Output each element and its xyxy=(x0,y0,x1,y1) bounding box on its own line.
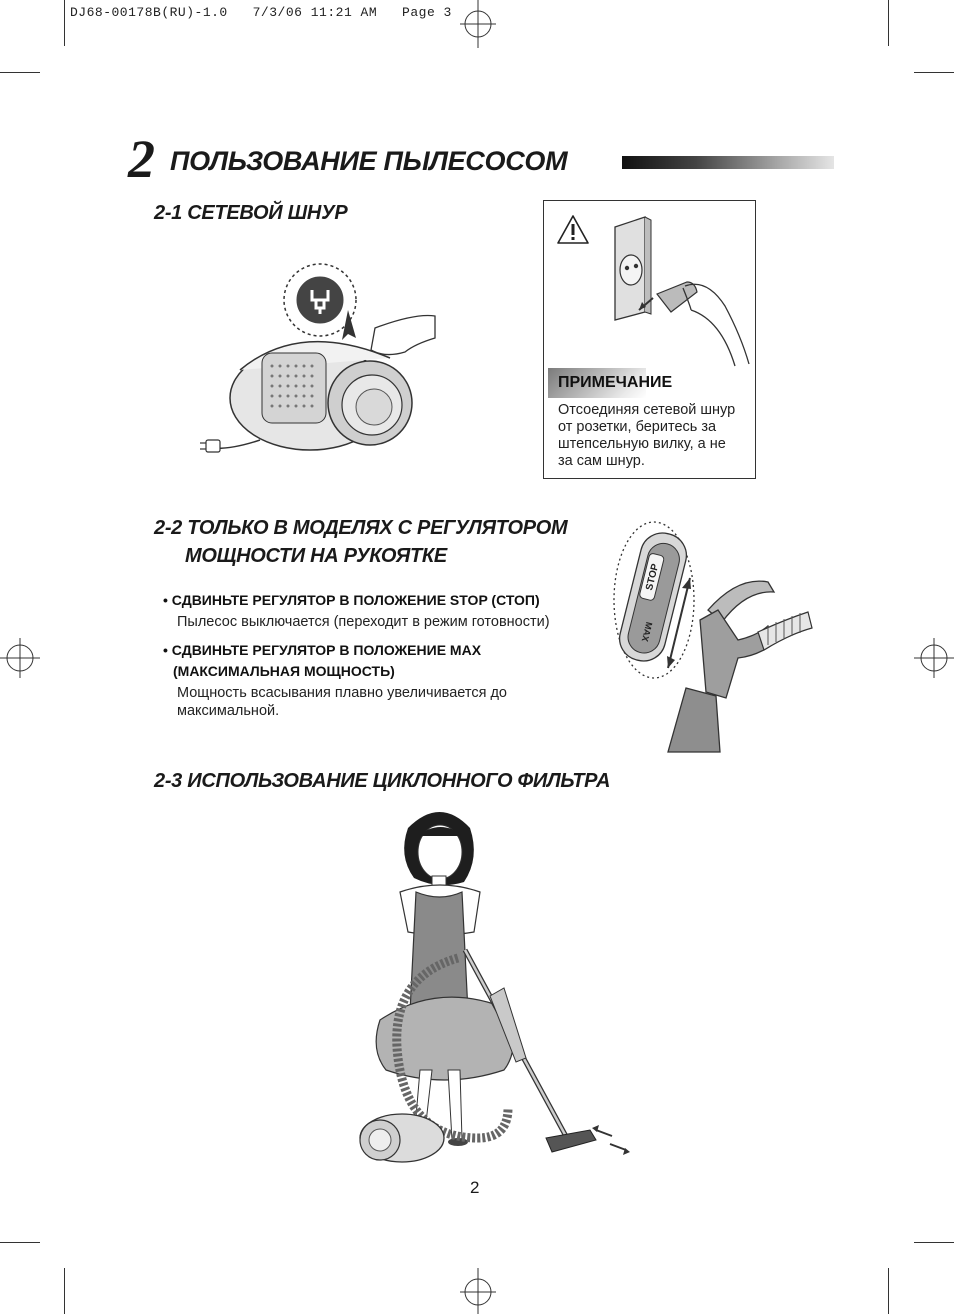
registration-mark-left xyxy=(0,636,40,680)
note-line: от розетки, беритесь за xyxy=(558,419,717,435)
title-gradient-bar xyxy=(622,156,834,169)
woman-vacuuming-illustration xyxy=(340,800,640,1180)
chapter-title: ПОЛЬЗОВАНИЕ ПЫЛЕСОСОМ xyxy=(170,146,568,176)
section-2-2-title-line-2: МОЩНОСТИ НА РУКОЯТКЕ xyxy=(185,545,447,567)
control-label-max: MAX xyxy=(639,620,655,643)
bullet-max-text-line-1: Мощность всасывания плавно увеличивается до xyxy=(177,685,507,701)
note-line: Отсоединяя сетевой шнур xyxy=(558,402,736,418)
note-line: штепсельную вилку, а не xyxy=(558,436,726,452)
warning-icon xyxy=(556,214,590,246)
control-label-stop: STOP xyxy=(644,562,662,592)
bullet-stop-text: Пылесос выключается (переходит в режим готовности) xyxy=(177,614,550,630)
section-2-3-title: 2-3 ИСПОЛЬЗОВАНИЕ ЦИКЛОННОГО ФИЛЬТРА xyxy=(154,770,611,792)
bullet-stop-heading: • СДВИНЬТЕ РЕГУЛЯТОР В ПОЛОЖЕНИЕ STOP (СТОП) xyxy=(163,592,540,608)
bullet-max-text-line-2: максимальной. xyxy=(177,703,280,719)
note-line: за сам шнур. xyxy=(558,453,645,469)
note-heading-label: ПРИМЕЧАНИЕ xyxy=(558,374,673,391)
page-number: 2 xyxy=(470,1178,480,1197)
bullet-max-heading-line-1: • СДВИНЬТЕ РЕГУЛЯТОР В ПОЛОЖЕНИЕ MAX xyxy=(163,642,482,658)
note-heading xyxy=(548,368,673,398)
registration-mark-right xyxy=(914,636,954,680)
vacuum-power-cord-illustration xyxy=(200,258,450,468)
registration-mark-top xyxy=(458,0,498,50)
section-2-1-title: 2-1 СЕТЕВОЙ ШНУР xyxy=(154,202,348,224)
registration-mark-bottom xyxy=(458,1268,498,1314)
chapter-number: 2 xyxy=(128,129,155,189)
section-2-2-title-line-1: 2-2 ТОЛЬКО В МОДЕЛЯХ С РЕГУЛЯТОРОМ xyxy=(154,517,568,539)
unplug-illustration xyxy=(605,212,755,372)
print-slug: DJ68-00178B(RU)-1.0 7/3/06 11:21 AM Page 3 xyxy=(70,5,452,20)
bullet-max-heading-line-2: (МАКСИМАЛЬНАЯ МОЩНОСТЬ) xyxy=(173,663,395,679)
handle-power-control-illustration xyxy=(608,520,813,752)
note-text xyxy=(558,402,752,470)
